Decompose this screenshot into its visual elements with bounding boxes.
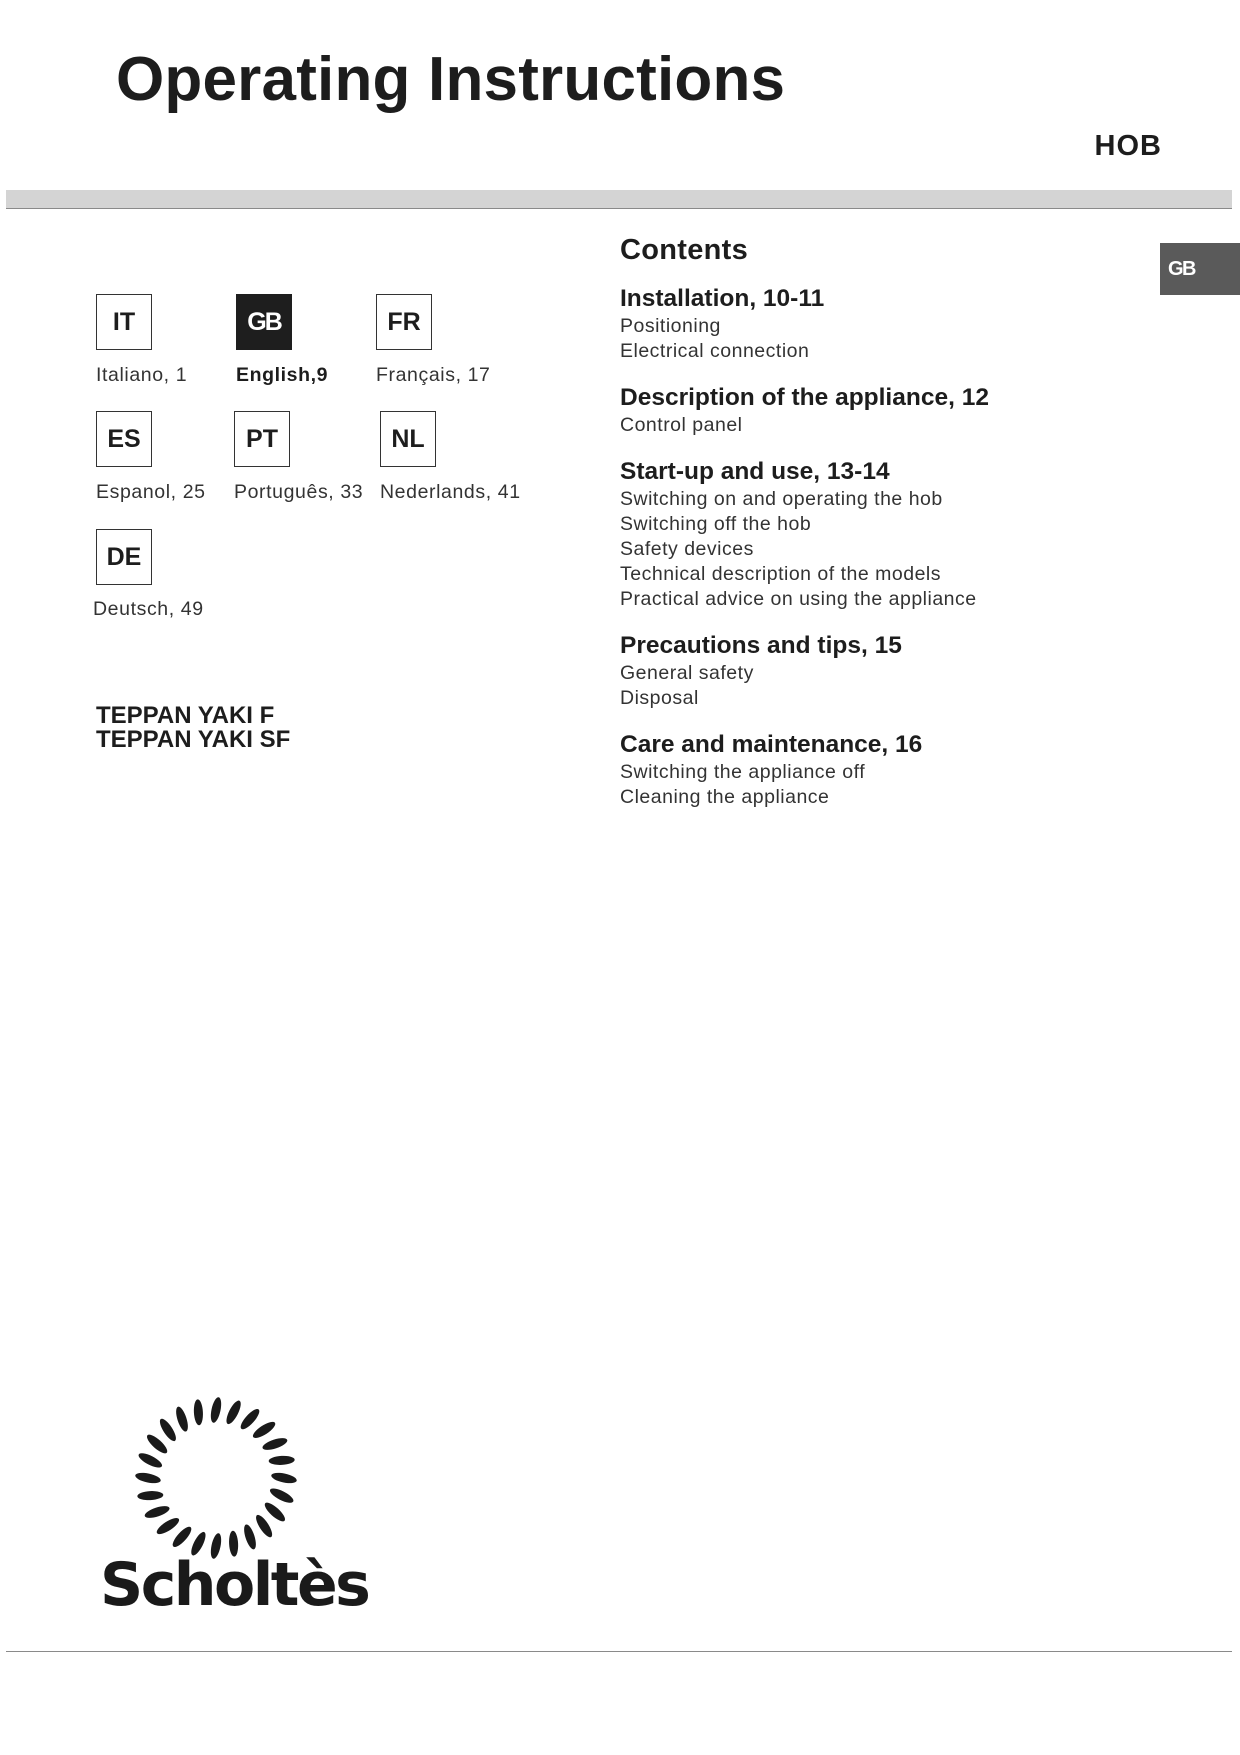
toc-section-description [620,383,1180,438]
logo-petal [270,1471,297,1485]
logo-petal [144,1432,169,1456]
lang-label-fr[interactable]: Français, 17 [376,364,491,386]
logo-petal [137,1450,164,1470]
toc-item[interactable]: Control panel [620,414,743,436]
language-side-tab[interactable]: GB [1160,243,1240,295]
logo-petal [209,1396,223,1423]
model-names [96,704,290,752]
logo-petal [268,1486,295,1506]
toc-section-care [620,730,1180,810]
contents-title: Contents [620,234,749,266]
logo-petal [262,1500,287,1524]
logo-petal [157,1417,179,1444]
toc-heading[interactable]: Description of the appliance, 12 [620,384,989,411]
toc-item[interactable]: Technical description of the models [620,563,941,585]
lang-box-pt[interactable]: PT [234,411,290,467]
logo-petal [261,1436,289,1453]
brand-name: Scholtès [100,1550,369,1620]
lang-box-nl[interactable]: NL [380,411,436,467]
logo-petal [242,1523,259,1551]
lang-box-it[interactable]: IT [96,294,152,350]
logo-petal [224,1399,244,1426]
lang-box-fr[interactable]: FR [376,294,432,350]
toc-heading[interactable]: Precautions and tips, 15 [620,632,902,659]
toc-heading[interactable]: Care and maintenance, 16 [620,731,923,758]
logo-petal [251,1419,278,1441]
logo-petal [143,1504,171,1521]
lang-label-es[interactable]: Espanol, 25 [96,481,206,503]
footer-divider [6,1651,1232,1652]
toc-section-precautions [620,631,1180,711]
logo-petal [137,1490,163,1500]
lang-label-de[interactable]: Deutsch, 49 [93,598,204,620]
lang-box-es[interactable]: ES [96,411,152,467]
toc-heading[interactable]: Start-up and use, 13-14 [620,458,890,485]
toc-item[interactable]: Switching off the hob [620,513,812,535]
logo-petal [134,1471,161,1485]
lang-label-nl[interactable]: Nederlands, 41 [380,481,521,503]
model-name: TEPPAN YAKI F [96,702,275,729]
lang-box-de[interactable]: DE [96,529,152,585]
toc-item[interactable]: General safety [620,662,754,684]
logo-petal [170,1524,194,1549]
toc-item[interactable]: Positioning [620,315,721,337]
toc-section-startup [620,457,1180,612]
header-divider-bar [6,190,1232,209]
lang-label-it[interactable]: Italiano, 1 [96,364,188,386]
toc-item[interactable]: Safety devices [620,538,754,560]
toc-item[interactable]: Switching the appliance off [620,761,866,783]
logo-petal [238,1406,262,1431]
toc-item[interactable]: Cleaning the appliance [620,786,830,808]
model-name: TEPPAN YAKI SF [96,726,291,753]
lang-label-gb[interactable]: English,9 [236,364,329,386]
logo-petal [155,1515,182,1537]
table-of-contents [620,234,1180,829]
lang-label-pt[interactable]: Português, 33 [234,481,364,503]
logo-petal [193,1399,203,1425]
logo-petal [268,1455,294,1465]
product-type: HOB [1094,130,1162,162]
toc-item[interactable]: Practical advice on using the appliance [620,588,977,610]
page-title: Operating Instructions [116,45,786,114]
logo-petal [253,1513,275,1540]
toc-item[interactable]: Disposal [620,687,699,709]
toc-section-installation [620,284,1180,364]
toc-item[interactable]: Electrical connection [620,340,810,362]
toc-item[interactable]: Switching on and operating the hob [620,488,943,510]
lang-box-gb[interactable]: GB [236,294,292,350]
logo-petal [174,1405,191,1433]
toc-heading[interactable]: Installation, 10-11 [620,285,825,312]
